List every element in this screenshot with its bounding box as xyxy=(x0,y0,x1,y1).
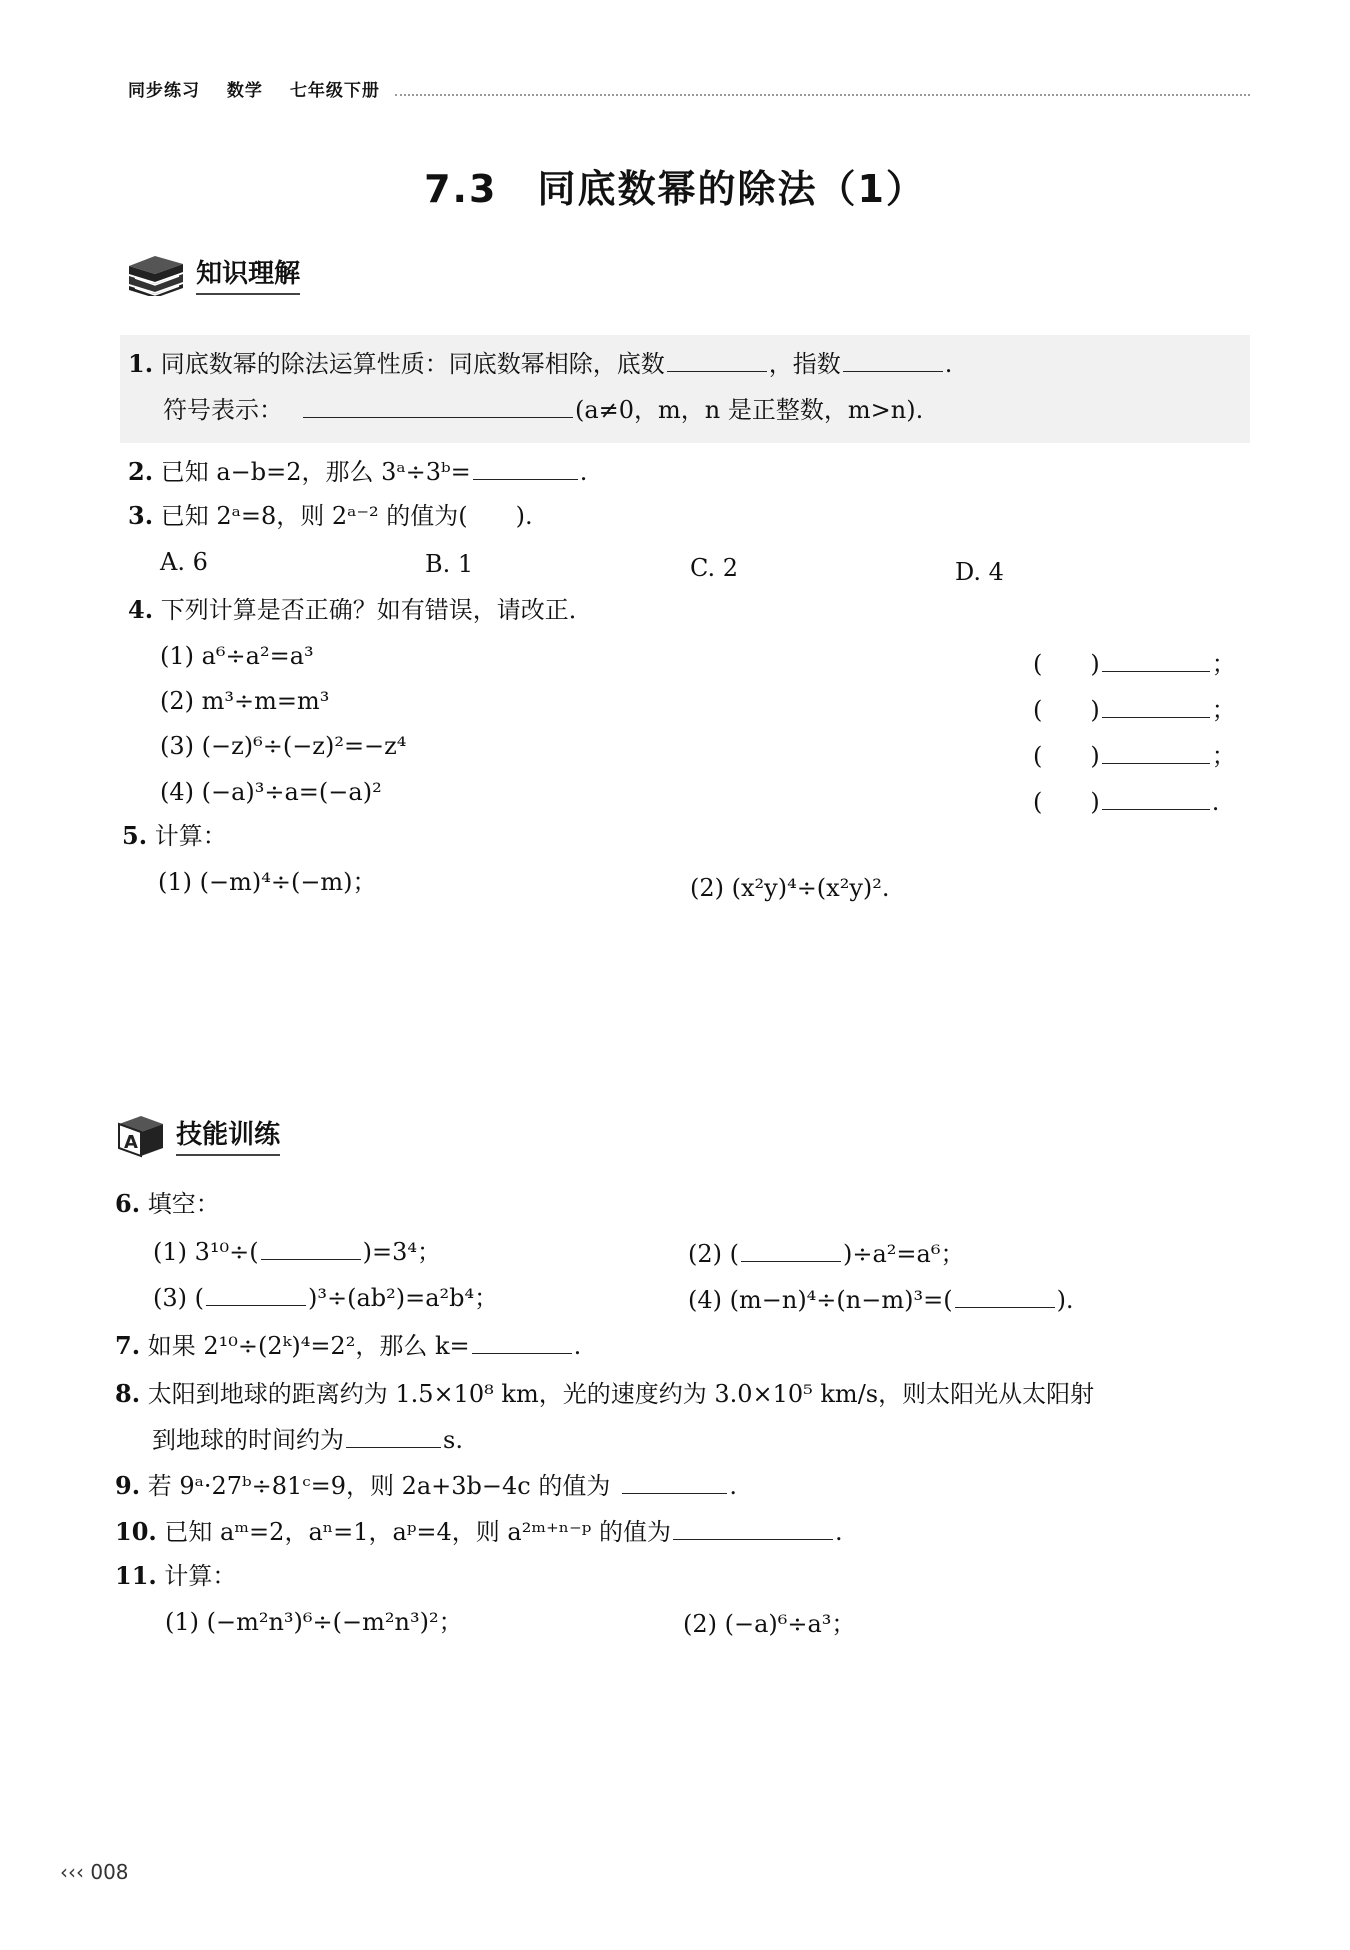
q4-end-4: . xyxy=(1211,788,1220,816)
q6-item-2 xyxy=(688,1238,964,1270)
q6-item-2b: )÷a²=a⁶； xyxy=(843,1240,965,1268)
q8-line-1: 太阳到地球的距离约为 1.5×10⁸ km，光的速度约为 3.0×10⁵ km/s，则太阳光从太阳射 xyxy=(147,1380,1095,1408)
q4-judge-3[interactable]: ( ) xyxy=(1033,742,1100,770)
q4-blank-1[interactable] xyxy=(1102,649,1210,672)
q6-blank-3[interactable] xyxy=(206,1283,306,1306)
q4-item-1: (1) a⁶÷a²=a³ xyxy=(160,642,314,670)
running-header xyxy=(128,76,400,101)
q3-number: 3. xyxy=(128,501,154,530)
question-1-line2 xyxy=(163,394,923,426)
q3-option-a[interactable]: A. 6 xyxy=(160,548,208,576)
q1-blank-base[interactable] xyxy=(667,349,767,372)
q6-blank-4[interactable] xyxy=(955,1285,1055,1308)
q4-answer-row-3 xyxy=(1033,740,1236,772)
books-icon xyxy=(125,252,187,296)
letter-cube-icon xyxy=(115,1112,167,1158)
q1-blank-formula[interactable] xyxy=(303,395,573,418)
q4-number: 4. xyxy=(128,595,154,624)
section-heading-skills xyxy=(115,1112,280,1158)
q8-number: 8. xyxy=(115,1379,141,1408)
q4-end-3: ； xyxy=(1211,742,1236,770)
q4-blank-4[interactable] xyxy=(1102,787,1210,810)
q9-end: . xyxy=(729,1472,737,1500)
q10-number: 10. xyxy=(115,1517,157,1546)
q4-text: 下列计算是否正确？如有错误，请改正． xyxy=(160,596,593,624)
q4-judge-1[interactable]: ( ) xyxy=(1033,650,1100,678)
q5-item-2: (2) (x²y)⁴÷(x²y)². xyxy=(690,874,890,902)
q3-option-c[interactable]: C. 2 xyxy=(690,554,739,582)
q7-end: . xyxy=(573,1332,582,1360)
q7-blank[interactable] xyxy=(472,1331,572,1354)
q6-item-1 xyxy=(153,1236,441,1268)
q6-number: 6. xyxy=(115,1189,141,1218)
page-number: 008 xyxy=(90,1860,129,1884)
q4-item-4: (4) (−a)³÷a=(−a)² xyxy=(160,778,382,806)
q4-blank-3[interactable] xyxy=(1102,741,1210,764)
q8-blank[interactable] xyxy=(346,1425,441,1448)
q5-text: 计算： xyxy=(154,822,227,850)
q6-item-3a: (3) ( xyxy=(153,1284,204,1312)
q1-text-a: 同底数幂的除法运算性质：同底数幂相除，底数 xyxy=(160,350,665,378)
q1-text-d: 符号表示： xyxy=(163,396,283,424)
header-subject: 数学 xyxy=(226,81,263,101)
section-title: 同底数幂的除法（1） xyxy=(537,167,926,211)
q7-number: 7. xyxy=(115,1331,141,1360)
q11-number: 11. xyxy=(115,1561,157,1590)
q9-blank[interactable] xyxy=(622,1471,727,1494)
question-5 xyxy=(122,820,227,852)
question-7 xyxy=(115,1330,581,1362)
q4-item-2: (2) m³÷m=m³ xyxy=(160,687,330,715)
question-3 xyxy=(128,500,533,532)
q5-number: 5. xyxy=(122,821,148,850)
q10-text: 已知 aᵐ=2，aⁿ=1，aᵖ=4，则 a²ᵐ⁺ⁿ⁻ᵖ 的值为 xyxy=(164,1518,672,1546)
q6-blank-1[interactable] xyxy=(261,1237,361,1260)
q4-judge-4[interactable]: ( ) xyxy=(1033,788,1100,816)
question-2 xyxy=(128,456,587,488)
q4-answer-row-2 xyxy=(1033,694,1236,726)
q5-item-1: (1) (−m)⁴÷(−m)； xyxy=(158,868,377,896)
q4-answer-row-1 xyxy=(1033,648,1236,680)
section-label: 知识理解 xyxy=(196,259,300,295)
footer-arrows: ‹‹‹ xyxy=(60,1860,84,1884)
q6-item-4a: (4) (m−n)⁴÷(n−m)³=( xyxy=(688,1286,953,1314)
section-label-2: 技能训练 xyxy=(176,1120,280,1156)
question-8 xyxy=(115,1378,1094,1410)
q3-text: 已知 2ᵃ=8，则 2ᵃ⁻² 的值为( ). xyxy=(160,502,533,530)
q1-text-e: (a≠0，m，n 是正整数，m>n). xyxy=(575,396,924,424)
question-11 xyxy=(115,1560,236,1592)
q2-text: 已知 a−b=2，那么 3ᵃ÷3ᵇ= xyxy=(160,458,471,486)
q8-end: s. xyxy=(443,1426,463,1454)
q6-item-2a: (2) ( xyxy=(688,1240,739,1268)
header-rule xyxy=(395,94,1250,96)
q6-blank-2[interactable] xyxy=(741,1239,841,1262)
q8-line-2: 到地球的时间约为 xyxy=(152,1426,344,1454)
q10-end: . xyxy=(835,1518,843,1546)
q4-item-3: (3) (−z)⁶÷(−z)²=−z⁴ xyxy=(160,732,407,760)
q2-blank[interactable] xyxy=(473,457,578,480)
q4-end-2: ； xyxy=(1211,696,1236,724)
q9-text: 若 9ᵃ·27ᵇ÷81ᶜ=9，则 2a+3b−4c 的值为 xyxy=(147,1472,611,1500)
svg-text:A: A xyxy=(124,1132,138,1153)
q6-item-3b: )³÷(ab²)=a²b⁴； xyxy=(308,1284,499,1312)
q10-blank[interactable] xyxy=(673,1517,833,1540)
q4-judge-2[interactable]: ( ) xyxy=(1033,696,1100,724)
q6-item-4b: ). xyxy=(1056,1286,1074,1314)
q9-number: 9. xyxy=(115,1471,141,1500)
question-8-line2 xyxy=(152,1424,463,1456)
q11-item-1: (1) (−m²n³)⁶÷(−m²n³)²； xyxy=(165,1608,463,1636)
q6-item-1a: (1) 3¹⁰÷( xyxy=(153,1238,259,1266)
q4-answer-row-4 xyxy=(1033,786,1219,818)
q1-text-c: . xyxy=(944,350,953,378)
q1-text-b: ，指数 xyxy=(768,350,841,378)
q7-text: 如果 2¹⁰÷(2ᵏ)⁴=2²，那么 k= xyxy=(147,1332,470,1360)
question-6 xyxy=(115,1188,220,1220)
question-4 xyxy=(128,594,593,626)
question-9 xyxy=(115,1470,737,1502)
header-book: 同步练习 xyxy=(128,81,200,101)
q2-number: 2. xyxy=(128,457,154,486)
section-number: 7.3 xyxy=(424,167,498,211)
q1-number: 1. xyxy=(128,349,154,378)
question-10 xyxy=(115,1516,843,1548)
q3-option-b[interactable]: B. 1 xyxy=(425,550,474,578)
q6-text: 填空： xyxy=(147,1190,220,1218)
q11-item-2: (2) (−a)⁶÷a³； xyxy=(683,1610,856,1638)
q3-option-d[interactable]: D. 4 xyxy=(955,558,1004,586)
q4-end-1: ； xyxy=(1211,650,1236,678)
q2-end: . xyxy=(579,458,588,486)
page-footer xyxy=(60,1860,129,1884)
header-grade: 七年级下册 xyxy=(289,81,380,101)
q6-item-4 xyxy=(688,1284,1074,1316)
q1-blank-exponent[interactable] xyxy=(843,349,943,372)
question-1-line1 xyxy=(128,348,952,380)
page-title xyxy=(0,158,1350,213)
q11-text: 计算： xyxy=(164,1562,237,1590)
q6-item-3 xyxy=(153,1282,498,1314)
section-heading-knowledge xyxy=(125,252,300,296)
q4-blank-2[interactable] xyxy=(1102,695,1210,718)
q6-item-1b: )=3⁴； xyxy=(362,1238,441,1266)
